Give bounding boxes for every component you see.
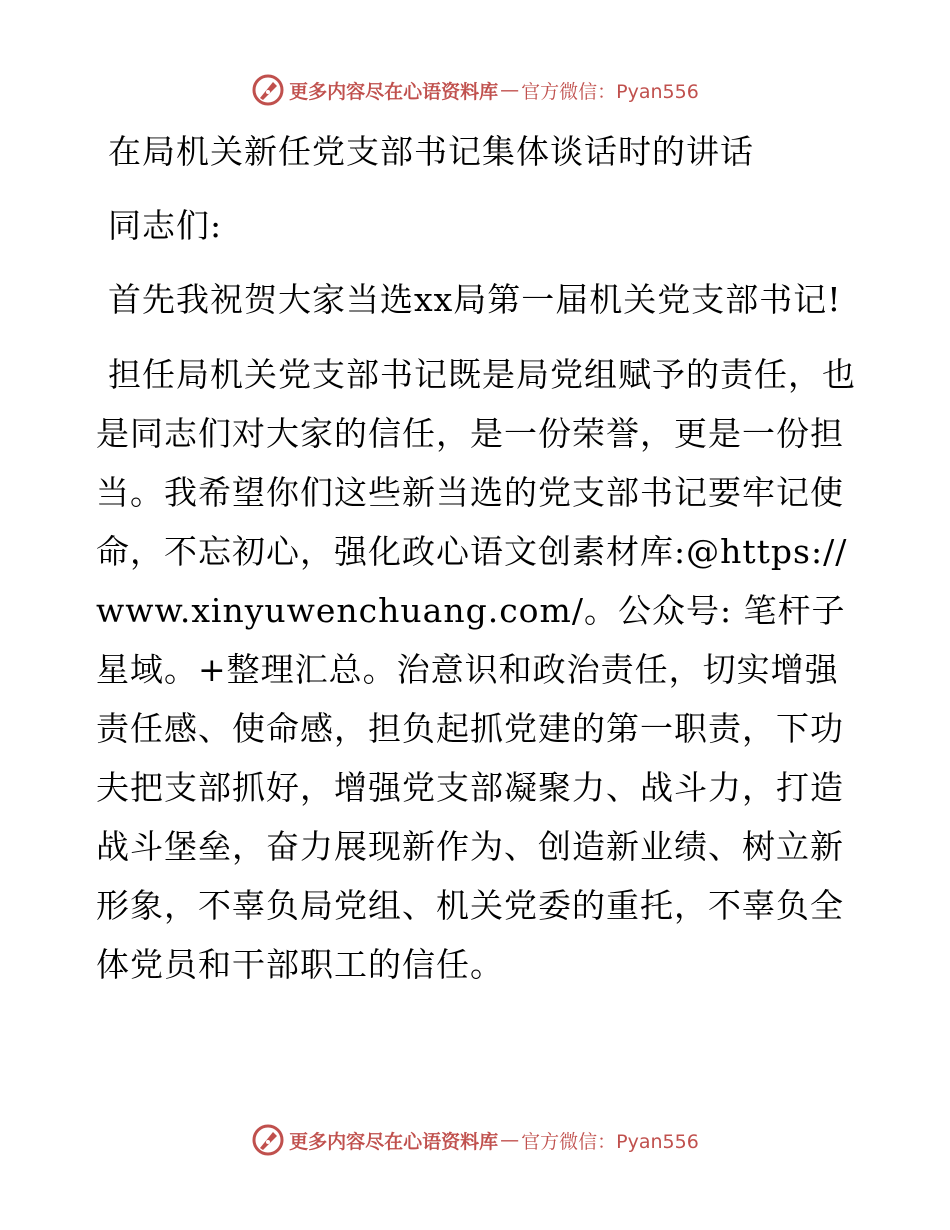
paragraph-congratulation: 首先我祝贺大家当选xx局第一届机关党支部书记!	[108, 280, 842, 319]
footer-separator: —	[500, 1129, 520, 1151]
footer-banner	[0, 1120, 950, 1160]
footer-contact-text: 官方微信：Pyan556	[521, 1130, 699, 1153]
pen-nib-icon	[251, 1123, 285, 1157]
header-brand-text: 更多内容尽在心语资料库	[289, 80, 499, 103]
header-contact-text: 官方微信：Pyan556	[521, 80, 699, 103]
header-banner	[0, 70, 950, 110]
footer-brand-text: 更多内容尽在心语资料库	[289, 1130, 499, 1153]
greeting: 同志们:	[108, 206, 223, 245]
pen-nib-icon	[251, 73, 285, 107]
header-separator: —	[500, 79, 520, 101]
paragraph-responsibility: 担任局机关党支部书记既是局党组赋予的责任，也是同志们对大家的信任，是一份荣誉，更是一份担当。我希望你们这些新当选的党支部书记要牢记使命，不忘初心，强化政心语文创素材库:@https://www.xinyuwenchuang.com/。公众号: 笔杆子星域。+整理汇总。治意识和政治责任，切实增强责任感、使命感，担负起抓党建的第一职责，下功夫把支部抓好，增强党支部凝聚力、战斗力，打造战斗堡垒，奋力展现新作为、创造新业绩、树立新形象，不辜负局党组、机关党委的重托，不辜负全体党员和干部职工的信任。	[96, 355, 856, 984]
document-title: 在局机关新任党支部书记集体谈话时的讲话	[108, 132, 754, 171]
document-body	[96, 122, 856, 994]
